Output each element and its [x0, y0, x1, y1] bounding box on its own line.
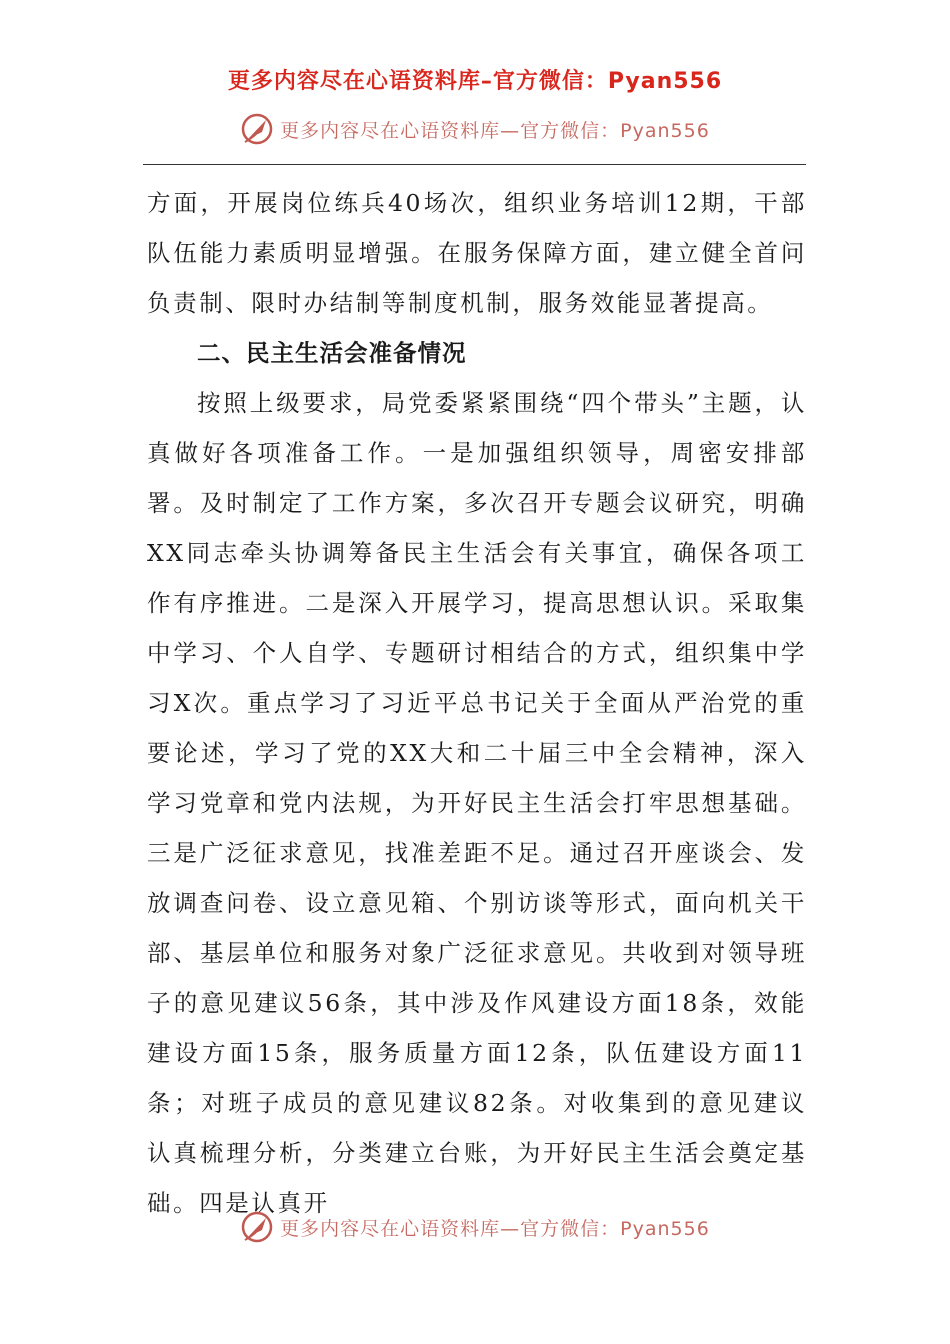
header-watermark-text: 更多内容尽在心语资料库—官方微信：Pyan556: [280, 119, 710, 142]
paragraph-continued: 方面，开展岗位练兵40场次，组织业务培训12期，干部队伍能力素质明显增强。在服务保障方面，建立健全首问负责制、限时办结制等制度机制，服务效能显著提高。: [147, 189, 807, 317]
section-heading: 二、民主生活会准备情况: [197, 339, 467, 367]
footer-watermark: [0, 1210, 950, 1244]
quill-logo-icon: [240, 112, 274, 146]
document-body: [147, 178, 807, 1228]
header-watermark: [0, 112, 950, 146]
quill-logo-icon: [240, 1210, 274, 1244]
header-divider: [143, 164, 806, 165]
footer-watermark-text: 更多内容尽在心语资料库—官方微信：Pyan556: [280, 1217, 710, 1240]
paragraph-preparation: 按照上级要求，局党委紧紧围绕“四个带头”主题，认真做好各项准备工作。一是加强组织领导，周密安排部署。及时制定了工作方案，多次召开专题会议研究，明确XX同志牵头协调筹备民主生活会有关事宜，确保各项工作有序推进。二是深入开展学习，提高思想认识。采取集中学习、个人自学、专题研讨相结合的方式，组织集中学习X次。重点学习了习近平总书记关于全面从严治党的重要论述，学习了党的XX大和二十届三中全会精神，深入学习党章和党内法规，为开好民主生活会打牢思想基础。三是广泛征求意见，找准差距不足。通过召开座谈会、发放调查问卷、设立意见箱、个别访谈等形式，面向机关干部、基层单位和服务对象广泛征求意见。共收到对领导班子的意见建议56条，其中涉及作风建设方面18条，效能建设方面15条，服务质量方面12条，队伍建设方面11条；对班子成员的意见建议82条。对收集到的意见建议认真梳理分析，分类建立台账，为开好民主生活会奠定基础。四是认真开: [147, 389, 807, 1217]
header-banner: 更多内容尽在心语资料库–官方微信：Pyan556: [227, 69, 723, 94]
